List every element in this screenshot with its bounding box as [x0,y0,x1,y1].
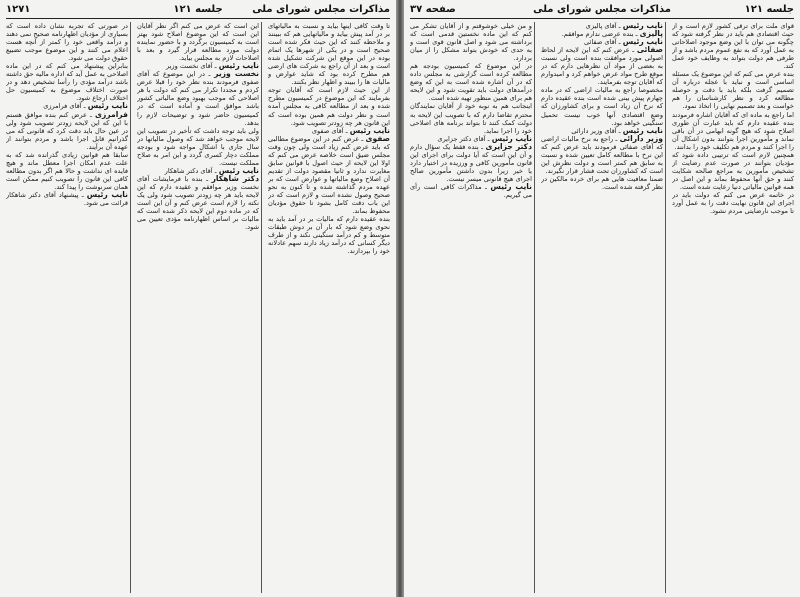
left-page-number: ۱۲۷۱ [6,4,31,15]
speaker-name: نایب رئیس [218,165,259,175]
speaker-name: نایب رئیس [622,22,663,30]
left-page-columns [6,22,390,593]
right-page-session: جلسه ۱۲۱ [744,4,794,15]
paragraph-text: عرض کنم بنده موافق هستم با این که این لایحه زودتر تصویب شود ولی در عین حال باید دقت کرد که قانونی که می گذرانیم قابل اجرا باشد و مردم بتوانند از عهده آن برآیند. [6,110,128,151]
paragraph: دکتر جزایری ـ بنده فقط یک سؤال دارم و آن این است که آیا دولت برای اجرای این قانون مأمورین کافی و ورزیده در اختیار دارد یا خیر زیرا بدون داشتن مأمورین صالح اجرای هیچ قانونی میسر نیست. [410,141,532,183]
right-page [404,0,800,597]
paragraph-text: بنده عرضی ندارم موافقم. [561,30,634,39]
left-column-2 [137,22,259,593]
paragraph-text: پیشنهاد آقای دکتر شاهکار قرائت می شود. [6,190,128,208]
paragraph: پالیزی ـ بنده عرضی ندارم موافقم. [561,29,663,39]
paragraph: نخست وزیر ـ در این موضوع که آقای صفوی فرمودند بنده نظر خود را قبلا عرض کردم و مجددا تکرار می کنم که دولت با هر اصلاحی که موجب بهبود وضع مالیاتی کشور باشد موافق است و آماده است که در کمیسیون حاضر شود و توضیحات لازم را بدهد. [137,69,259,127]
paragraph-text: بنده با فرمایشات آقای نخست وزیر موافقم و عقیده دارم که این لایحه باید هر چه زودتر تصویب شود ولی یک نکته را لازم است عرض کنم و آن این است که در ماده دوم این لایحه ذکر شده است که مالیات بر اساس اظهارنامه مؤدی تعیین می شود. [137,174,259,232]
paragraph [672,191,794,215]
paragraph: صفوی ـ عرض کنم در این موضوع مطالبی که باید عرض کنم زیاد است ولی چون وقت مجلس ضیق است خلاصه عرض می کنم که اولا این لایحه از حیث اصول با قوانین سابق مغایرت ندارد و ثانیا مقصود دولت از تقدیم آن اصلاح وضع مالیاتها و عوارض است که بر عهده مردم گذاشته شده و تا کنون به نحو صحیح وصول نشده است و لازم است که در این باب دقت کامل بشود تا حقوق مؤدیان محفوظ بماند. [268,133,390,216]
paragraph-text: مذاکرات کافی است رأی می گیریم. [410,182,532,199]
speaker-name: دکتر جزایری [485,141,532,151]
paragraph: نایب رئیس ـ مذاکرات کافی است رأی می گیریم. [410,181,532,199]
paragraph-text: تا وقت کافی اینها بیاید و نسبت به مالیاتهای بر در آمد پیش بیاید و مالیاتهایی هم که ببینند و ملاحظه کنند که این حیث فکر شده است صحیح است و در یکی از شهرها یک اتمام بوده در این موقع این شرکت تشکیل شده است و بعد از آن راجع به شرکت های ارضی هم مطرح کرده بود که شاید عوارض و مالیات ها را ببیند و اظهار نظر بکنند. [268,22,390,87]
paragraph-text: ولی باید توجه داشت که تأخیر در تصویب این لایحه موجب خواهد شد که وصول مالیاتها در سال جاری با اشکال مواجه شود و بودجه مملکت دچار کسری گردد و این امر به صلاح مملکت نیست. [137,126,259,167]
paragraph: نایب رئیس ـ آقای صفوی [311,125,390,135]
paragraph-text: عرض کنم در این موضوع مطالبی که باید عرض کنم زیاد است ولی چون وقت مجلس ضیق است خلاصه عرض می کنم که اولا این لایحه از حیث اصول با قوانین سابق مغایرت ندارد و ثانیا مقصود دولت از تقدیم آن اصلاح وضع مالیاتها و عوارض است که بر عهده مردم گذاشته شده و تا کنون به نحو صحیح وصول نشده است و لازم است که در این باب دقت کامل بشود تا حقوق مؤدیان محفوظ بماند. [268,134,390,216]
paragraph-text: آقای صفائی [584,38,617,47]
paragraph-text: مخصوصا راجع به مالیات اراضی که در ماده چهارم پیش بینی شده است بنده عقیده دارم که نرخ آن زیاد است و برای کشاورزان که وضع اقتصادی آنها خوب نیست تحمیل سنگینی خواهد بود. [541,86,663,127]
right-column-2 [541,22,663,593]
paragraph: نایب رئیس ـ آقای نخست وزیر [165,61,259,71]
paragraph [672,22,794,70]
paragraph-text: از این حیث لازم است که آقایان توجه بفرمایند که این موضوع در کمیسیون مطرح شده و بعد از مطالعه کافی به مجلس آمده است و نظر دولت هم همین بوده است که این قانون هر چه زودتر تصویب شود. [268,86,390,127]
paragraph-text: آقای دکتر جزایری [437,134,486,143]
paragraph: نایب رئیس ـ پیشنهاد آقای دکتر شاهکار قرائت می شود. [6,189,128,208]
paragraph-text: اینجانب هم به نوبه خود از آقایان نمایندگان محترم تقاضا دارم که با تصویب این لایحه به دولت کمک کنند تا بتواند برنامه های اصلاحی خود را اجرا نماید. [410,102,532,135]
paragraph [137,127,259,167]
paragraph [268,86,390,126]
speaker-name: نایب رئیس [218,61,259,71]
speaker-name: دکتر شاهکار [211,173,259,183]
paragraph-text: بنده عرض می کنم که این موضوع یک مسئله اساسی است و نباید با عجله درباره آن تصمیم گرفت بلکه باید با دقت و حوصله مطالعه کرد و نظر کارشناسان را هم خواست و بعد تصمیم نهایی را اتخاذ نمود. [672,70,794,111]
left-page-title: مذاکرات مجلس شورای ملی [252,4,390,15]
paragraph-text: آقای صفوی [311,126,344,135]
column-divider [261,22,262,593]
paragraph: فرامرزی ـ عرض کنم بنده موافق هستم با این که این لایحه زودتر تصویب شود ولی در عین حال باید دقت کرد که قانونی که می گذرانیم قابل اجرا باشد و مردم بتوانند از عهده آن برآیند. [6,109,128,151]
speaker-name: صفائی [636,45,663,55]
speaker-name: نایب رئیس [490,181,532,191]
left-page-session: جلسه ۱۲۱ [173,4,223,15]
column-divider [130,22,131,593]
paragraph [541,175,663,191]
left-page [0,0,396,597]
paragraph: وزیر دارائی ـ راجع به نرخ مالیات اراضی که آقای صفائی فرمودند باید عرض کنم که این نرخ با مطالعه کامل تعیین شده و نسبت به سابق هم کمتر است و دولت نظرش این است که کشاورزان تحت فشار قرار نگیرند. [541,133,663,175]
speaker-name: نخست وزیر [214,69,259,79]
paragraph: نایب رئیس ـ آقای دکتر جزایری [437,133,532,143]
paragraph [6,62,128,102]
paragraph-text: ضمنا معافیت هایی هم برای خرده مالکین در نظر گرفته شده است. [541,174,663,191]
paragraph [268,22,390,86]
paragraph [410,22,532,62]
speaker-name: نایب رئیس [622,37,663,47]
book-gutter [396,0,404,597]
paragraph [541,86,663,126]
paragraph-text: بنابراین پیشنهاد می کنم که در این ماده اصلاحی به عمل آید که اداره مالیه حق داشته باشد درآمد مؤدی را رأسا تشخیص دهد و در صورت اختلاف موضوع به کمیسیون حل اختلاف ارجاع شود. [6,62,128,103]
paragraph-text: این است که عرض می کنم اگر نظر آقایان این است که این موضوع اصلاح شود بهتر است به کمیسیون برگردد و با حضور نماینده دولت مورد مطالعه قرار گیرد و بعد با اصلاحات لازم به مجلس بیاید. [137,22,259,63]
paragraph-text: قوای ملت برای ترقی کشور لازم است و از حیث اقتصادی هم باید در نظر گرفته شود که چگونه می توان با این وضع موجود اصلاحاتی به عمل آورد که به نفع عموم مردم باشد و از طرفی هم دولت بتواند به وظایف خود عمل کند. [672,22,794,71]
right-column-1 [672,22,794,593]
right-page-header [410,4,794,19]
paragraph-text: آقای پالیزی [585,22,617,30]
paragraph-text: در این موضوع که کمیسیون بودجه هم مطالعه کرده است گزارشی به مجلس داده که در آن اشاره شده است به این که وضع درآمدهای دولت باید تقویت شود و این لایحه هم برای همین منظور تهیه شده است. [410,62,532,103]
right-column-3 [410,22,532,593]
speaker-name: نایب رئیس [87,101,128,111]
paragraph-text: در خاتمه عرض می کنم که دولت باید در اجرای این قانون نهایت دقت را به عمل آورد تا موجب نارضایتی مردم نشود. [672,190,794,216]
paragraph [268,215,390,255]
paragraph-text: آقای نخست وزیر [165,62,213,71]
paragraph: نایب رئیس ـ آقای فرامرزی [43,101,128,111]
speaker-name: پالیزی [639,29,663,39]
paragraph-text: در این موضوع که آقای صفوی فرمودند بنده نظر خود را قبلا عرض کردم و مجددا تکرار می کنم که دولت با هر اصلاحی که موجب بهبود وضع مالیاتی کشور باشد موافق است و آماده است که در کمیسیون حاضر شود و توضیحات لازم را بدهد. [137,70,259,127]
paragraph: نایب رئیس ـ آقای وزیر دارائی [571,125,663,135]
paragraph [672,151,794,191]
right-page-columns [410,22,794,593]
paragraph-text: در صورتی که تجربه نشان داده است که بسیاری از مؤدیان اظهارنامه صحیح نمی دهند و درآمد واقعی خود را کمتر از آنچه هست اعلام می کنند و این موضوع موجب تضییع حقوق دولت می شود. [6,22,128,63]
paragraph [6,151,128,191]
paragraph-text: آقای فرامرزی [43,102,82,111]
paragraph [6,22,128,62]
speaker-name: نایب رئیس [622,125,663,135]
paragraph [672,70,794,110]
paragraph [410,102,532,134]
paragraph-text: اما راجع به ماده ای که آقایان اشاره فرمودند بنده عقیده دارم که باید عبارت آن طوری اصلاح شود که هیچ گونه ابهامی در آن باقی نماند و مأمورین اجرا بتوانند بدون اشکال آن را اجرا کنند و مردم هم تکلیف خود را بدانند. [672,110,794,151]
left-column-1 [268,22,390,593]
paragraph-text: و من خیلی خوشوقتم و از آقایان تشکر می کنم که این ماده نخستین قدمی است که برداشته می شود و اصل قانون قوی است و به حدی که خودش بتواند مشکل را از میان بردارد. [410,22,532,63]
paragraph-text: سابقا هم قوانین زیادی گذرانده شد که به علت عدم امکان اجرا معطل ماند و هیچ فایده ای نداشت و حالا هم اگر بدون مطالعه کافی این قانون را تصویب کنیم ممکن است همان سرنوشت را پیدا کند. [6,150,128,191]
paragraph-text: بنده فقط یک سؤال دارم و آن این است که آیا دولت برای اجرای این قانون مأمورین کافی و ورزیده در اختیار دارد یا خیر زیرا بدون داشتن مأمورین صالح اجرای هیچ قانونی میسر نیست. [410,142,532,183]
paragraph-text: همچنین لازم است که ترتیبی داده شود که مؤدیان بتوانند در صورت عدم رضایت از تشخیص مأمورین به مراجع صالحه شکایت کنند و حق آنها محفوظ بماند و این اصل در همه قوانین مالیاتی دنیا رعایت شده است. [672,150,794,191]
speaker-name: نایب رئیس [349,125,390,135]
column-divider [665,22,666,593]
paragraph-text: راجع به نرخ مالیات اراضی که آقای صفائی فرمودند باید عرض کنم که این نرخ با مطالعه کامل تعیین شده و نسبت به سابق هم کمتر است و دولت نظرش این است که کشاورزان تحت فشار قرار نگیرند. [541,134,663,175]
right-page-title: مذاکرات مجلس شورای ملی [533,4,671,15]
speaker-name: فرامرزی [94,109,128,119]
speaker-name: وزیر دارائی [619,133,663,143]
paragraph [137,22,259,62]
paragraph: نایب رئیس ـ آقای صفائی [584,37,663,47]
paragraph-text: آقای دکتر شاهکار [164,166,213,175]
paragraph: دکتر شاهکار ـ بنده با فرمایشات آقای نخست وزیر موافقم و عقیده دارم که این لایحه باید هر چه زودتر تصویب شود ولی یک نکته را لازم است عرض کنم و آن این است که در ماده دوم این لایحه ذکر شده است که مالیات بر اساس اظهارنامه مؤدی تعیین می شود. [137,173,259,232]
speaker-name: نایب رئیس [86,189,128,199]
paragraph-text: آقای وزیر دارائی [571,126,617,135]
paragraph-text: عرض کنم که این لایحه از لحاظ اصولی مورد موافقت بنده است ولی نسبت به بعضی از مواد آن نظرهایی دارم که در موقع طرح مواد عرض خواهم کرد و امیدوارم که آقایان توجه بفرمایند. [541,46,663,87]
column-divider [534,22,535,593]
paragraph [410,62,532,102]
paragraph: صفائی ـ عرض کنم که این لایحه از لحاظ اصولی مورد موافقت بنده است ولی نسبت به بعضی از مواد آن نظرهایی دارم که در موقع طرح مواد عرض خواهم کرد و امیدوارم که آقایان توجه بفرمایند. [541,45,663,87]
paragraph [672,111,794,151]
speaker-name: نایب رئیس [491,133,532,143]
paragraph-text: بنده عقیده دارم که مالیات بر در آمد باید به نحوی وضع شود که بار آن بر دوش طبقات متوسط و کم درآمد سنگینی نکند و از طرف دیگر کسانی که درآمد زیاد دارند سهم عادلانه خود را بپردازند. [268,215,390,256]
left-page-header [6,4,390,19]
paragraph: نایب رئیس ـ آقای پالیزی [585,22,663,30]
right-page-number: صفحه ۳۷ [410,4,456,15]
speaker-name: صفوی [365,133,390,143]
paragraph: نایب رئیس ـ آقای دکتر شاهکار [164,165,259,175]
left-column-3 [6,22,128,593]
